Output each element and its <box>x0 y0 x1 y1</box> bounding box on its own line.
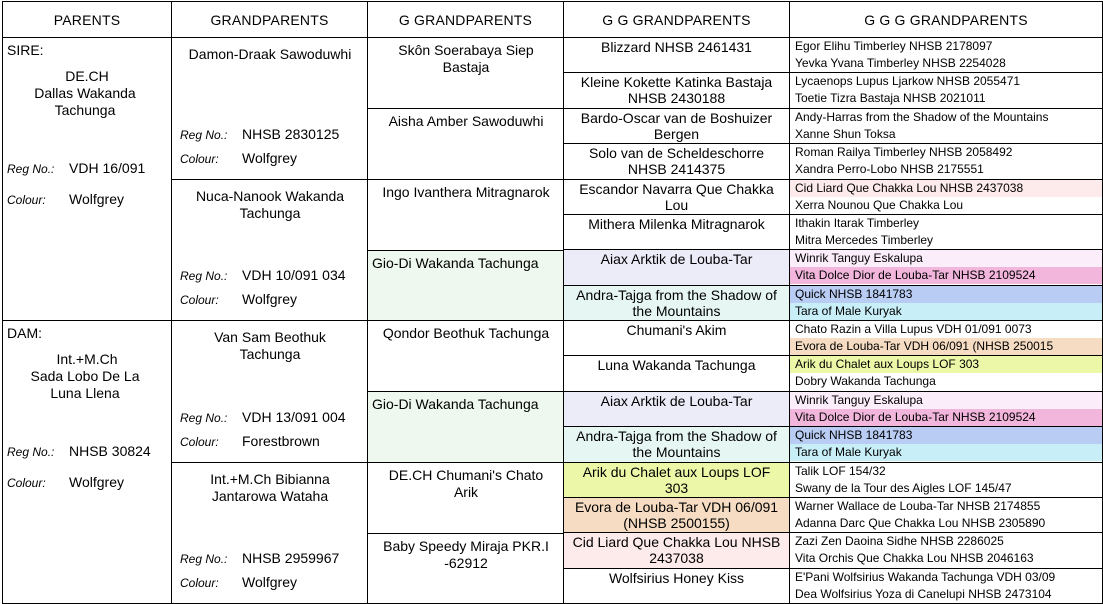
grandparent-cell <box>171 320 368 463</box>
dam-cell <box>2 320 172 604</box>
grandparent-cell <box>171 179 368 321</box>
ggg-grandparent-cell <box>789 249 1103 286</box>
gg-grandparent-cell <box>563 532 790 569</box>
ggg-grandparent-cell <box>789 355 1103 392</box>
ggg-grandparent-name: Yevka Yvana Timberley NHSB 2254028 <box>795 56 1006 70</box>
grandparent-reg-value: VDH 13/091 004 <box>242 409 346 425</box>
gg-grandparent-name: Bardo-Oscar van de Boshuizer Bergen <box>580 110 773 142</box>
grandparent-colour-value: Forestbrown <box>242 433 320 449</box>
g-grandparent-name: Skôn Soerabaya Siep Bastaja <box>398 42 534 75</box>
g-grandparent-name: Qondor Beothuk Tachunga <box>382 325 550 341</box>
ggg-grandparent-cell <box>789 532 1103 569</box>
header-gg-grandparents: G G GRANDPARENTS <box>563 1 790 38</box>
g-grandparent-name: Gio-Di Wakanda Tachunga <box>372 255 539 271</box>
grandparent-colour-value: Wolfgrey <box>242 291 297 307</box>
gg-grandparent-cell <box>563 568 790 604</box>
ggg-grandparent-name: Xanne Shun Toksa <box>795 127 896 141</box>
sire-name: Dallas Wakanda Tachunga <box>34 85 136 118</box>
dam-role: DAM: <box>7 325 42 341</box>
ggg-grandparent-name: Xerra Nounou Que Chakka Lou <box>795 198 964 212</box>
ggg-grandparent-name: Tara of Male Kuryak <box>795 304 902 318</box>
gg-grandparent-name: Escandor Navarra Que Chakka Lou <box>579 181 774 213</box>
g-grandparent-cell <box>367 391 564 463</box>
ggg-grandparent-name: Quick NHSB 1841783 <box>795 428 913 442</box>
gg-grandparent-name: Chumani's Akim <box>626 322 727 338</box>
ggg-grandparent-name: Zazi Zen Daoina Sidhe NHSB 2286025 <box>795 534 1004 548</box>
ggg-grandparent-name: Quick NHSB 1841783 <box>795 287 913 301</box>
gg-grandparent-name: Aiax Arktik de Louba-Tar <box>600 251 753 267</box>
grandparent-reg-value: VDH 10/091 034 <box>242 267 346 283</box>
sire-role: SIRE: <box>7 42 44 58</box>
ggg-grandparent-name: Dea Wolfsirius Yoza di Canelupi NHSB 2473104 <box>795 587 1052 601</box>
gg-grandparent-cell <box>563 285 790 321</box>
g-grandparent-cell <box>367 533 564 604</box>
grandparent-colour-label: Colour: <box>180 576 219 590</box>
ggg-grandparent-name: Andy-Harras from the Shadow of the Mountains <box>795 110 1049 124</box>
gg-grandparent-name: Arik du Chalet aux Loups LOF 303 <box>582 464 771 496</box>
ggg-grandparent-cell <box>789 391 1103 427</box>
ggg-grandparent-name: Evora de Louba-Tar VDH 06/091 (NHSB 250015 <box>795 339 1054 353</box>
g-grandparent-name: Ingo Ivanthera Mitragnarok <box>382 184 550 200</box>
ggg-grandparent-name: Vita Orchis Que Chakka Lou NHSB 2046163 <box>795 551 1034 565</box>
ggg-grandparent-cell <box>789 108 1103 144</box>
gg-grandparent-cell <box>563 249 790 286</box>
gg-grandparent-cell <box>563 320 790 356</box>
ggg-grandparent-name: Dobry Wakanda Tachunga <box>795 374 936 388</box>
ggg-grandparent-name: Ithakin Itarak Timberley <box>795 216 920 230</box>
dam-title: Int.+M.Ch <box>56 351 118 367</box>
g-grandparent-cell <box>367 462 564 534</box>
grandparent-colour-label: Colour: <box>180 435 219 449</box>
header-g-grandparents: G GRANDPARENTS <box>367 1 564 38</box>
header-parents: PARENTS <box>2 1 172 38</box>
gg-grandparent-cell <box>563 426 790 463</box>
gg-grandparent-cell <box>563 179 790 215</box>
dam-reg-label: Reg No.: <box>7 445 55 459</box>
gg-grandparent-name: Andra-Tajga from the Shadow of the Mountains <box>576 287 777 319</box>
dam-name: Sada Lobo De La Luna Llena <box>30 368 140 401</box>
gg-grandparent-name: Kleine Kokette Katinka Bastaja NHSB 2430188 <box>580 74 773 106</box>
gg-grandparent-name: Cid Liard Que Chakka Lou NHSB 2437038 <box>572 534 781 566</box>
gg-grandparent-cell <box>563 214 790 250</box>
dam-colour-value: Wolfgrey <box>69 474 124 490</box>
gg-grandparent-name: Wolfsirius Honey Kiss <box>608 570 745 586</box>
ggg-grandparent-cell <box>789 320 1103 356</box>
gg-grandparent-name: Solo van de Scheldeschorre NHSB 2414375 <box>588 145 765 177</box>
gg-grandparent-name: Aiax Arktik de Louba-Tar <box>600 393 753 409</box>
grandparent-cell <box>171 37 368 180</box>
gg-grandparent-cell <box>563 37 790 73</box>
ggg-grandparent-cell <box>789 497 1103 533</box>
ggg-grandparent-name: Vita Dolce Dior de Louba-Tar NHSB 2109524 <box>795 268 1036 282</box>
ggg-grandparent-name: Arik du Chalet aux Loups LOF 303 <box>795 357 980 371</box>
gg-grandparent-name: Andra-Tajga from the Shadow of the Mountains <box>576 428 777 460</box>
ggg-grandparent-name: Mitra Mercedes Timberley <box>795 233 934 247</box>
grandparent-reg-label: Reg No.: <box>180 411 228 425</box>
dam-colour-label: Colour: <box>7 476 46 490</box>
grandparent-colour-value: Wolfgrey <box>242 150 297 166</box>
grandparent-name: Van Sam Beothuk Tachunga <box>214 329 326 362</box>
grandparent-cell <box>171 462 368 604</box>
ggg-grandparent-cell <box>789 426 1103 463</box>
ggg-grandparent-cell <box>789 462 1103 498</box>
header-grandparents: GRANDPARENTS <box>171 1 368 38</box>
ggg-grandparent-name: Swany de la Tour des Aigles LOF 145/47 <box>795 481 1012 495</box>
g-grandparent-cell <box>367 179 564 251</box>
gg-grandparent-cell <box>563 143 790 180</box>
sire-colour-label: Colour: <box>7 193 46 207</box>
g-grandparent-cell <box>367 108 564 180</box>
grandparent-name: Int.+M.Ch Bibianna Jantarowa Wataha <box>210 471 330 504</box>
header-ggg-grandparents: G G G GRANDPARENTS <box>789 1 1103 38</box>
g-grandparent-name: DE.CH Chumani's Chato Arik <box>388 467 544 500</box>
ggg-grandparent-cell <box>789 72 1103 109</box>
gg-grandparent-name: Blizzard NHSB 2461431 <box>601 39 752 55</box>
ggg-grandparent-cell <box>789 285 1103 321</box>
gg-grandparent-name: Evora de Louba-Tar VDH 06/091 (NHSB 2500155) <box>574 499 779 531</box>
ggg-grandparent-name: Roman Railya Timberley NHSB 2058492 <box>795 145 1013 159</box>
ggg-grandparent-name: Talik LOF 154/32 <box>795 464 886 478</box>
g-grandparent-cell <box>367 250 564 321</box>
grandparent-colour-label: Colour: <box>180 152 219 166</box>
gg-grandparent-cell <box>563 497 790 533</box>
dam-reg-value: NHSB 30824 <box>69 443 151 459</box>
gg-grandparent-cell <box>563 462 790 498</box>
gg-grandparent-name: Mithera Milenka Mitragnarok <box>588 216 765 232</box>
ggg-grandparent-name: Chato Razin a Villa Lupus VDH 01/091 0073 <box>795 322 1032 336</box>
ggg-grandparent-name: Toetie Tizra Bastaja NHSB 2021011 <box>795 91 986 105</box>
ggg-grandparent-name: Winrik Tanguy Eskalupa <box>795 251 923 265</box>
ggg-grandparent-name: Xandra Perro-Lobo NHSB 2175551 <box>795 162 984 176</box>
grandparent-reg-value: NHSB 2959967 <box>242 550 340 566</box>
grandparent-colour-label: Colour: <box>180 293 219 307</box>
ggg-grandparent-name: Lycaenops Lupus Ljarkow NHSB 2055471 <box>795 74 1021 88</box>
sire-cell <box>2 37 172 321</box>
grandparent-reg-label: Reg No.: <box>180 269 228 283</box>
ggg-grandparent-name: Egor Elihu Timberley NHSB 2178097 <box>795 39 993 53</box>
g-grandparent-cell <box>367 320 564 392</box>
grandparent-reg-label: Reg No.: <box>180 552 228 566</box>
ggg-grandparent-name: Tara of Male Kuryak <box>795 445 902 459</box>
sire-title: DE.CH <box>65 68 109 84</box>
ggg-grandparent-name: E'Pani Wolfsirius Wakanda Tachunga VDH 03/09 <box>795 570 1056 584</box>
sire-colour-value: Wolfgrey <box>69 191 124 207</box>
g-grandparent-cell <box>367 37 564 109</box>
gg-grandparent-cell <box>563 391 790 427</box>
ggg-grandparent-name: Adanna Darc Que Chakka Lou NHSB 2305890 <box>795 516 1046 530</box>
ggg-grandparent-name: Winrik Tanguy Eskalupa <box>795 393 923 407</box>
ggg-grandparent-name: Vita Dolce Dior de Louba-Tar NHSB 2109524 <box>795 410 1036 424</box>
gg-grandparent-name: Luna Wakanda Tachunga <box>597 357 756 373</box>
grandparent-name: Nuca-Nanook Wakanda Tachunga <box>195 188 345 221</box>
ggg-grandparent-cell <box>789 37 1103 73</box>
ggg-grandparent-name: Cid Liard Que Chakka Lou NHSB 2437038 <box>795 181 1024 195</box>
grandparent-reg-label: Reg No.: <box>180 128 228 142</box>
ggg-grandparent-cell <box>789 214 1103 250</box>
ggg-grandparent-cell <box>789 179 1103 215</box>
sire-reg-label: Reg No.: <box>7 162 55 176</box>
ggg-grandparent-cell <box>789 568 1103 604</box>
g-grandparent-name: Baby Speedy Miraja PKR.I -62912 <box>383 538 549 571</box>
gg-grandparent-cell <box>563 108 790 144</box>
gg-grandparent-cell <box>563 72 790 109</box>
grandparent-reg-value: NHSB 2830125 <box>242 126 340 142</box>
grandparent-name: Damon-Draak Sawoduwhi <box>188 46 352 62</box>
grandparent-colour-value: Wolfgrey <box>242 574 297 590</box>
ggg-grandparent-cell <box>789 143 1103 180</box>
g-grandparent-name: Aisha Amber Sawoduwhi <box>388 113 544 129</box>
g-grandparent-name: Gio-Di Wakanda Tachunga <box>372 396 539 412</box>
ggg-grandparent-name: Warner Wallace de Louba-Tar NHSB 2174855 <box>795 499 1041 513</box>
sire-reg-value: VDH 16/091 <box>69 160 146 176</box>
gg-grandparent-cell <box>563 355 790 392</box>
